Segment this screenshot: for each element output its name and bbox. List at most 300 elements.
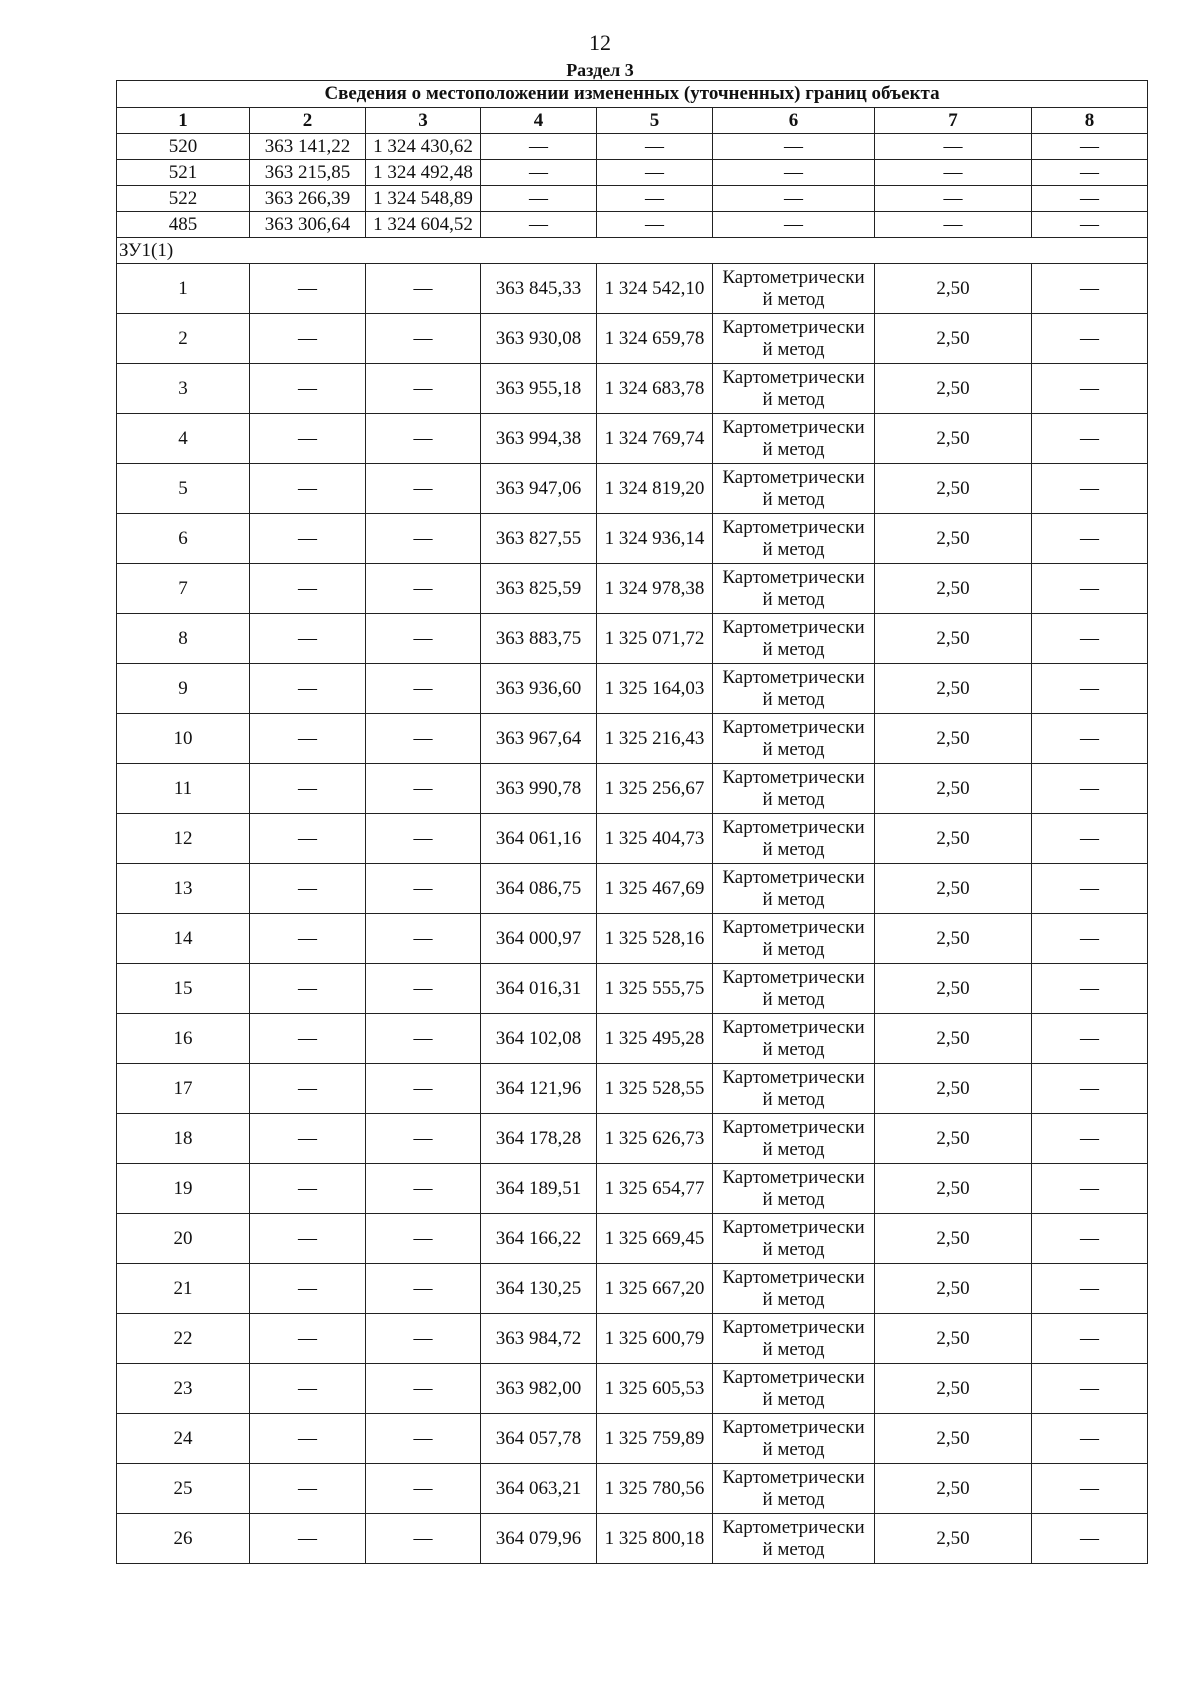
coordinate-x-cell: 363 947,06 (481, 464, 597, 514)
column-header: 3 (366, 108, 481, 134)
method-line: й метод (762, 938, 825, 960)
method-cell (713, 414, 875, 464)
method-cell (713, 714, 875, 764)
empty-dash-cell: — (1032, 1064, 1148, 1114)
accuracy-cell: 2,50 (875, 1014, 1032, 1064)
empty-dash-cell: — (1032, 1264, 1148, 1314)
table-row (117, 1414, 1148, 1464)
method-line: Картометрически (722, 1016, 865, 1038)
empty-dash-cell: — (1032, 1464, 1148, 1514)
table-row (117, 1264, 1148, 1314)
method-line: Картометрически (722, 1166, 865, 1188)
coordinate-x-cell: 364 178,28 (481, 1114, 597, 1164)
point-number-cell: 25 (117, 1464, 250, 1514)
empty-dash-cell: — (366, 464, 481, 514)
method-line: й метод (762, 1388, 825, 1410)
point-number-cell: 24 (117, 1414, 250, 1464)
coordinate-y-cell: 1 324 936,14 (597, 514, 713, 564)
empty-dash-cell: — (250, 264, 366, 314)
empty-dash-cell: — (250, 1264, 366, 1314)
empty-dash-cell: — (1032, 664, 1148, 714)
table-row (117, 1014, 1148, 1064)
empty-dash-cell: — (250, 1014, 366, 1064)
coordinate-x-cell: 363 982,00 (481, 1364, 597, 1414)
method-line: Картометрически (722, 666, 865, 688)
method-cell (713, 764, 875, 814)
accuracy-cell: 2,50 (875, 564, 1032, 614)
method-cell (713, 1114, 875, 1164)
empty-dash-cell: — (1032, 1014, 1148, 1064)
coordinate-y-cell: 1 325 555,75 (597, 964, 713, 1014)
coordinate-x-cell: 363 266,39 (250, 186, 366, 212)
empty-dash-cell: — (1032, 764, 1148, 814)
coordinate-x-cell: 364 057,78 (481, 1414, 597, 1464)
accuracy-cell: 2,50 (875, 864, 1032, 914)
table-row (117, 1464, 1148, 1514)
coordinate-y-cell: 1 324 683,78 (597, 364, 713, 414)
point-number-cell: 16 (117, 1014, 250, 1064)
coordinate-y-cell: 1 324 819,20 (597, 464, 713, 514)
coordinate-x-cell: 363 967,64 (481, 714, 597, 764)
accuracy-cell: 2,50 (875, 1214, 1032, 1264)
point-number-cell: 10 (117, 714, 250, 764)
column-header: 2 (250, 108, 366, 134)
method-cell (713, 514, 875, 564)
empty-dash-cell: — (1032, 364, 1148, 414)
coordinate-x-cell: 364 121,96 (481, 1064, 597, 1114)
coordinate-x-cell: 363 994,38 (481, 414, 597, 464)
method-cell (713, 1264, 875, 1314)
method-line: й метод (762, 1538, 825, 1560)
empty-dash-cell: — (366, 664, 481, 714)
method-cell (713, 814, 875, 864)
coordinate-x-cell: 363 306,64 (250, 212, 366, 238)
coordinate-y-cell: 1 324 542,10 (597, 264, 713, 314)
point-number-cell: 17 (117, 1064, 250, 1114)
method-cell (713, 364, 875, 414)
method-line: й метод (762, 838, 825, 860)
empty-dash-cell: — (366, 1164, 481, 1214)
empty-dash-cell: — (250, 664, 366, 714)
method-line: Картометрически (722, 916, 865, 938)
method-line: й метод (762, 638, 825, 660)
point-number-cell: 5 (117, 464, 250, 514)
coordinate-y-cell: 1 325 071,72 (597, 614, 713, 664)
empty-dash-cell: — (250, 514, 366, 564)
group-label: ЗУ1(1) (117, 238, 1148, 264)
point-number-cell: 6 (117, 514, 250, 564)
point-number-cell: 9 (117, 664, 250, 714)
method-cell (713, 914, 875, 964)
empty-dash-cell: — (1032, 160, 1148, 186)
empty-dash-cell: — (1032, 714, 1148, 764)
point-number-cell: 2 (117, 314, 250, 364)
coordinate-x-cell: 364 130,25 (481, 1264, 597, 1314)
empty-dash-cell: — (481, 134, 597, 160)
table-row (117, 1064, 1148, 1114)
method-cell (713, 1064, 875, 1114)
method-line: Картометрически (722, 1316, 865, 1338)
table-row (117, 134, 1148, 160)
coordinate-y-cell: 1 325 216,43 (597, 714, 713, 764)
coordinate-y-cell: 1 325 495,28 (597, 1014, 713, 1064)
method-cell (713, 1464, 875, 1514)
coordinate-y-cell: 1 325 467,69 (597, 864, 713, 914)
point-number-cell: 7 (117, 564, 250, 614)
empty-dash-cell: — (250, 1414, 366, 1464)
coordinate-y-cell: 1 325 654,77 (597, 1164, 713, 1214)
method-cell (713, 1314, 875, 1364)
empty-dash-cell: — (250, 1514, 366, 1564)
accuracy-cell: 2,50 (875, 264, 1032, 314)
accuracy-cell: 2,50 (875, 364, 1032, 414)
empty-dash-cell: — (1032, 314, 1148, 364)
method-line: Картометрически (722, 1116, 865, 1138)
empty-dash-cell: — (366, 1414, 481, 1464)
table-row (117, 714, 1148, 764)
accuracy-cell: 2,50 (875, 714, 1032, 764)
method-cell (713, 564, 875, 614)
table-row (117, 664, 1148, 714)
empty-dash-cell: — (250, 364, 366, 414)
empty-dash-cell: — (875, 160, 1032, 186)
accuracy-cell: 2,50 (875, 764, 1032, 814)
coordinate-x-cell: 363 984,72 (481, 1314, 597, 1364)
coordinate-x-cell: 363 825,59 (481, 564, 597, 614)
method-line: й метод (762, 388, 825, 410)
empty-dash-cell: — (597, 160, 713, 186)
empty-dash-cell: — (366, 1464, 481, 1514)
column-header: 6 (713, 108, 875, 134)
table-row (117, 264, 1148, 314)
method-cell (713, 1514, 875, 1564)
method-line: й метод (762, 1038, 825, 1060)
method-line: й метод (762, 538, 825, 560)
point-number-cell: 12 (117, 814, 250, 864)
table-row (117, 814, 1148, 864)
empty-dash-cell: — (366, 714, 481, 764)
accuracy-cell: 2,50 (875, 1114, 1032, 1164)
coordinate-y-cell: 1 324 978,38 (597, 564, 713, 614)
method-line: й метод (762, 738, 825, 760)
point-number-cell: 521 (117, 160, 250, 186)
point-number-cell: 1 (117, 264, 250, 314)
accuracy-cell: 2,50 (875, 914, 1032, 964)
point-number-cell: 4 (117, 414, 250, 464)
coordinate-y-cell: 1 324 769,74 (597, 414, 713, 464)
empty-dash-cell: — (250, 1114, 366, 1164)
column-number-row (117, 108, 1148, 134)
coordinate-y-cell: 1 325 528,55 (597, 1064, 713, 1114)
table-caption: Сведения о местоположении измененных (уточненных) границ объекта (117, 81, 1148, 108)
empty-dash-cell: — (366, 764, 481, 814)
empty-dash-cell: — (250, 1064, 366, 1114)
method-line: й метод (762, 1488, 825, 1510)
accuracy-cell: 2,50 (875, 1464, 1032, 1514)
coordinate-x-cell: 364 166,22 (481, 1214, 597, 1264)
empty-dash-cell: — (250, 1214, 366, 1264)
empty-dash-cell: — (250, 764, 366, 814)
coordinate-x-cell: 363 930,08 (481, 314, 597, 364)
empty-dash-cell: — (366, 264, 481, 314)
coordinate-x-cell: 363 827,55 (481, 514, 597, 564)
empty-dash-cell: — (1032, 964, 1148, 1014)
accuracy-cell: 2,50 (875, 1264, 1032, 1314)
empty-dash-cell: — (366, 1214, 481, 1264)
empty-dash-cell: — (366, 1264, 481, 1314)
method-line: Картометрически (722, 716, 865, 738)
coordinate-y-cell: 1 324 548,89 (366, 186, 481, 212)
empty-dash-cell: — (250, 864, 366, 914)
empty-dash-cell: — (1032, 514, 1148, 564)
coordinate-y-cell: 1 325 256,67 (597, 764, 713, 814)
coordinate-y-cell: 1 324 492,48 (366, 160, 481, 186)
empty-dash-cell: — (366, 414, 481, 464)
method-cell (713, 1214, 875, 1264)
page-number: 12 (589, 30, 611, 55)
method-cell (713, 264, 875, 314)
table-row (117, 1364, 1148, 1414)
point-number-cell: 520 (117, 134, 250, 160)
accuracy-cell: 2,50 (875, 464, 1032, 514)
coordinate-x-cell: 364 086,75 (481, 864, 597, 914)
empty-dash-cell: — (366, 964, 481, 1014)
coordinate-y-cell: 1 324 659,78 (597, 314, 713, 364)
empty-dash-cell: — (713, 186, 875, 212)
empty-dash-cell: — (250, 414, 366, 464)
method-line: й метод (762, 288, 825, 310)
empty-dash-cell: — (875, 212, 1032, 238)
point-number-cell: 14 (117, 914, 250, 964)
column-header: 8 (1032, 108, 1148, 134)
coordinate-x-cell: 363 955,18 (481, 364, 597, 414)
point-number-cell: 19 (117, 1164, 250, 1214)
empty-dash-cell: — (713, 212, 875, 238)
method-cell (713, 864, 875, 914)
empty-dash-cell: — (250, 464, 366, 514)
method-line: й метод (762, 1088, 825, 1110)
empty-dash-cell: — (250, 1314, 366, 1364)
point-number-cell: 22 (117, 1314, 250, 1364)
method-line: Картометрически (722, 416, 865, 438)
coordinate-y-cell: 1 325 800,18 (597, 1514, 713, 1564)
empty-dash-cell: — (597, 186, 713, 212)
method-cell (713, 1164, 875, 1214)
empty-dash-cell: — (1032, 564, 1148, 614)
accuracy-cell: 2,50 (875, 1414, 1032, 1464)
method-cell (713, 1414, 875, 1464)
method-line: Картометрически (722, 1266, 865, 1288)
empty-dash-cell: — (713, 134, 875, 160)
section-title: Раздел 3 (566, 60, 634, 80)
method-line: й метод (762, 988, 825, 1010)
table-row (117, 1314, 1148, 1364)
empty-dash-cell: — (1032, 1114, 1148, 1164)
method-line: й метод (762, 1138, 825, 1160)
method-line: Картометрически (722, 866, 865, 888)
empty-dash-cell: — (1032, 414, 1148, 464)
empty-dash-cell: — (1032, 212, 1148, 238)
method-line: Картометрически (722, 766, 865, 788)
method-line: й метод (762, 688, 825, 710)
empty-dash-cell: — (366, 1514, 481, 1564)
accuracy-cell: 2,50 (875, 1364, 1032, 1414)
table-row (117, 160, 1148, 186)
coordinate-x-cell: 364 061,16 (481, 814, 597, 864)
table-row (117, 364, 1148, 414)
coordinate-y-cell: 1 325 600,79 (597, 1314, 713, 1364)
method-cell (713, 664, 875, 714)
empty-dash-cell: — (250, 1364, 366, 1414)
empty-dash-cell: — (1032, 914, 1148, 964)
empty-dash-cell: — (875, 134, 1032, 160)
column-header: 1 (117, 108, 250, 134)
coordinate-x-cell: 364 000,97 (481, 914, 597, 964)
column-header: 5 (597, 108, 713, 134)
accuracy-cell: 2,50 (875, 1514, 1032, 1564)
empty-dash-cell: — (250, 714, 366, 764)
method-line: Картометрически (722, 566, 865, 588)
table-row (117, 212, 1148, 238)
accuracy-cell: 2,50 (875, 614, 1032, 664)
point-number-cell: 15 (117, 964, 250, 1014)
method-line: Картометрически (722, 816, 865, 838)
table-row (117, 914, 1148, 964)
empty-dash-cell: — (366, 814, 481, 864)
empty-dash-cell: — (1032, 464, 1148, 514)
empty-dash-cell: — (1032, 1414, 1148, 1464)
empty-dash-cell: — (250, 564, 366, 614)
method-line: Картометрически (722, 516, 865, 538)
empty-dash-cell: — (366, 1314, 481, 1364)
method-line: Картометрически (722, 1216, 865, 1238)
empty-dash-cell: — (481, 212, 597, 238)
empty-dash-cell: — (481, 186, 597, 212)
empty-dash-cell: — (250, 314, 366, 364)
method-line: Картометрически (722, 616, 865, 638)
method-line: й метод (762, 888, 825, 910)
empty-dash-cell: — (366, 914, 481, 964)
method-line: Картометрически (722, 1466, 865, 1488)
accuracy-cell: 2,50 (875, 314, 1032, 364)
coordinate-y-cell: 1 325 605,53 (597, 1364, 713, 1414)
empty-dash-cell: — (481, 160, 597, 186)
empty-dash-cell: — (1032, 1314, 1148, 1364)
point-number-cell: 21 (117, 1264, 250, 1314)
group-row (117, 238, 1148, 264)
coordinate-x-cell: 363 141,22 (250, 134, 366, 160)
accuracy-cell: 2,50 (875, 1064, 1032, 1114)
empty-dash-cell: — (1032, 186, 1148, 212)
table-row (117, 614, 1148, 664)
table-row (117, 1114, 1148, 1164)
empty-dash-cell: — (1032, 1364, 1148, 1414)
point-number-cell: 23 (117, 1364, 250, 1414)
empty-dash-cell: — (1032, 614, 1148, 664)
coordinate-y-cell: 1 324 604,52 (366, 212, 481, 238)
empty-dash-cell: — (250, 1464, 366, 1514)
empty-dash-cell: — (1032, 864, 1148, 914)
boundaries-table (116, 80, 1148, 1564)
empty-dash-cell: — (366, 1364, 481, 1414)
method-cell (713, 314, 875, 364)
accuracy-cell: 2,50 (875, 664, 1032, 714)
method-line: Картометрически (722, 1516, 865, 1538)
coordinate-x-cell: 364 102,08 (481, 1014, 597, 1064)
point-number-cell: 485 (117, 212, 250, 238)
method-line: Картометрически (722, 366, 865, 388)
method-line: Картометрически (722, 266, 865, 288)
table-row (117, 864, 1148, 914)
method-line: й метод (762, 1288, 825, 1310)
empty-dash-cell: — (250, 914, 366, 964)
coordinate-x-cell: 364 189,51 (481, 1164, 597, 1214)
coordinate-y-cell: 1 325 404,73 (597, 814, 713, 864)
table-row (117, 564, 1148, 614)
empty-dash-cell: — (366, 564, 481, 614)
empty-dash-cell: — (366, 1014, 481, 1064)
empty-dash-cell: — (1032, 1214, 1148, 1264)
table-row (117, 186, 1148, 212)
coordinate-x-cell: 363 936,60 (481, 664, 597, 714)
coordinate-y-cell: 1 325 528,16 (597, 914, 713, 964)
point-number-cell: 3 (117, 364, 250, 414)
empty-dash-cell: — (250, 814, 366, 864)
empty-dash-cell: — (366, 1114, 481, 1164)
accuracy-cell: 2,50 (875, 414, 1032, 464)
method-line: Картометрически (722, 1366, 865, 1388)
method-line: й метод (762, 1238, 825, 1260)
method-line: й метод (762, 1188, 825, 1210)
point-number-cell: 13 (117, 864, 250, 914)
empty-dash-cell: — (1032, 814, 1148, 864)
method-line: й метод (762, 488, 825, 510)
empty-dash-cell: — (1032, 1164, 1148, 1214)
method-line: й метод (762, 788, 825, 810)
column-header: 4 (481, 108, 597, 134)
empty-dash-cell: — (597, 134, 713, 160)
table-row (117, 314, 1148, 364)
empty-dash-cell: — (1032, 134, 1148, 160)
method-cell (713, 964, 875, 1014)
table-row (117, 414, 1148, 464)
table-row (117, 1514, 1148, 1564)
method-line: й метод (762, 338, 825, 360)
coordinate-y-cell: 1 324 430,62 (366, 134, 481, 160)
method-line: Картометрически (722, 316, 865, 338)
column-header: 7 (875, 108, 1032, 134)
method-cell (713, 614, 875, 664)
coordinate-x-cell: 363 990,78 (481, 764, 597, 814)
empty-dash-cell: — (366, 614, 481, 664)
point-number-cell: 26 (117, 1514, 250, 1564)
coordinate-y-cell: 1 325 780,56 (597, 1464, 713, 1514)
point-number-cell: 20 (117, 1214, 250, 1264)
empty-dash-cell: — (250, 964, 366, 1014)
empty-dash-cell: — (366, 314, 481, 364)
method-line: Картометрически (722, 1416, 865, 1438)
point-number-cell: 8 (117, 614, 250, 664)
point-number-cell: 11 (117, 764, 250, 814)
point-number-cell: 522 (117, 186, 250, 212)
method-line: Картометрически (722, 966, 865, 988)
method-line: й метод (762, 588, 825, 610)
coordinate-y-cell: 1 325 667,20 (597, 1264, 713, 1314)
table-row (117, 464, 1148, 514)
empty-dash-cell: — (1032, 264, 1148, 314)
method-line: й метод (762, 1438, 825, 1460)
coordinate-x-cell: 363 883,75 (481, 614, 597, 664)
